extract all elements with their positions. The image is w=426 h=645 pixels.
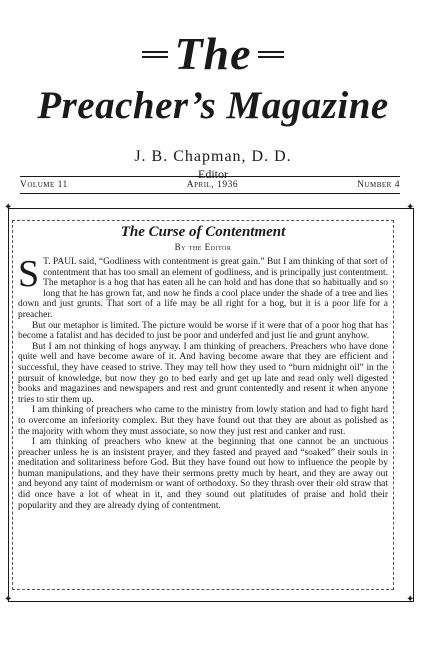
- editor-name: J. B. Chapman, D. D.: [134, 148, 292, 165]
- article-paragraph: S T. PAUL said, “Godliness with contentment is great gain.” But I am thinking of that sort of contentment that has too small an element of godliness, and is principally just contentment. The metaphor is a hog that has eaten all he can hold and has done that so habitually and so long that he has grown fat, and now he finds a cool place under the shade of a tree and lies down and just grunts. That sort of a life may be all right for a hog, but it is a poor life for a preacher.: [18, 253, 388, 320]
- article-paragraph: I am thinking of preachers who knew at the beginning that one cannot be an unctuous preacher unless he is an insistent prayer, and they fasted and prayed and “soaked” their souls in meditation and solitariness before God. But they have found out how to influence the people by human manipulations, and they have their sermons pretty much by heart, and they are away out and beyond any taint of modernism or want of orthodoxy. So they thrash over their old straw that did once have a lot of wheat in it, and they sound out platitudes of praise and hold their popularity and they are already dying of contentment.: [18, 437, 388, 511]
- editor-role: Editor: [198, 167, 228, 181]
- issue-date: April, 1936: [186, 180, 239, 190]
- masthead-the: The: [174, 28, 252, 79]
- ornament-dash-right: [258, 51, 284, 58]
- corner-ornament-icon: ✦: [4, 202, 13, 213]
- corner-ornament-icon: ✦: [4, 594, 13, 605]
- corner-ornament-icon: ✦: [406, 594, 415, 605]
- masthead-the-row: [0, 28, 426, 80]
- magazine-title: Preacher’s Magazine: [37, 84, 389, 127]
- article-paragraph: But I am not thinking of hogs anyway. I am thinking of preachers. Preachers who have done quite well and have become aware of it. And having become aware that they are efficient and successful, they have ceased to strive. They may tell how they used to “burn midnight oil” in the pursuit of knowledge, but now they go to bed early and get up late and read only well digested books and magazines and newspapers and rest and grunt contentedly and resent it when anyone tries to stir them up.: [18, 341, 388, 405]
- article: [18, 222, 388, 511]
- ornament-dash-left: [142, 51, 168, 58]
- article-byline: By the Editor: [174, 242, 232, 252]
- article-paragraph: I am thinking of preachers who came to the ministry from lowly station and had to fight hard to overcome an inferiority complex. But they have found out that they are about as polished as the majority with whom they must associate, so now they just rest and canker and rust.: [18, 405, 388, 437]
- issue-number: Number 4: [357, 180, 400, 190]
- issue-info-bar: [20, 176, 400, 194]
- article-paragraph: But our metaphor is limited. The picture would be worse if it were that of a poor hog that has become a fatalist and has decided to just be poor and underfed and just lie and grunt anyhow.: [18, 320, 388, 342]
- corner-ornament-icon: ✦: [406, 202, 415, 213]
- drop-cap: S: [18, 253, 40, 295]
- article-title: The Curse of Contentment: [120, 224, 286, 240]
- article-body: [18, 253, 388, 511]
- masthead: [0, 28, 426, 182]
- issue-volume: Volume 11: [20, 180, 68, 190]
